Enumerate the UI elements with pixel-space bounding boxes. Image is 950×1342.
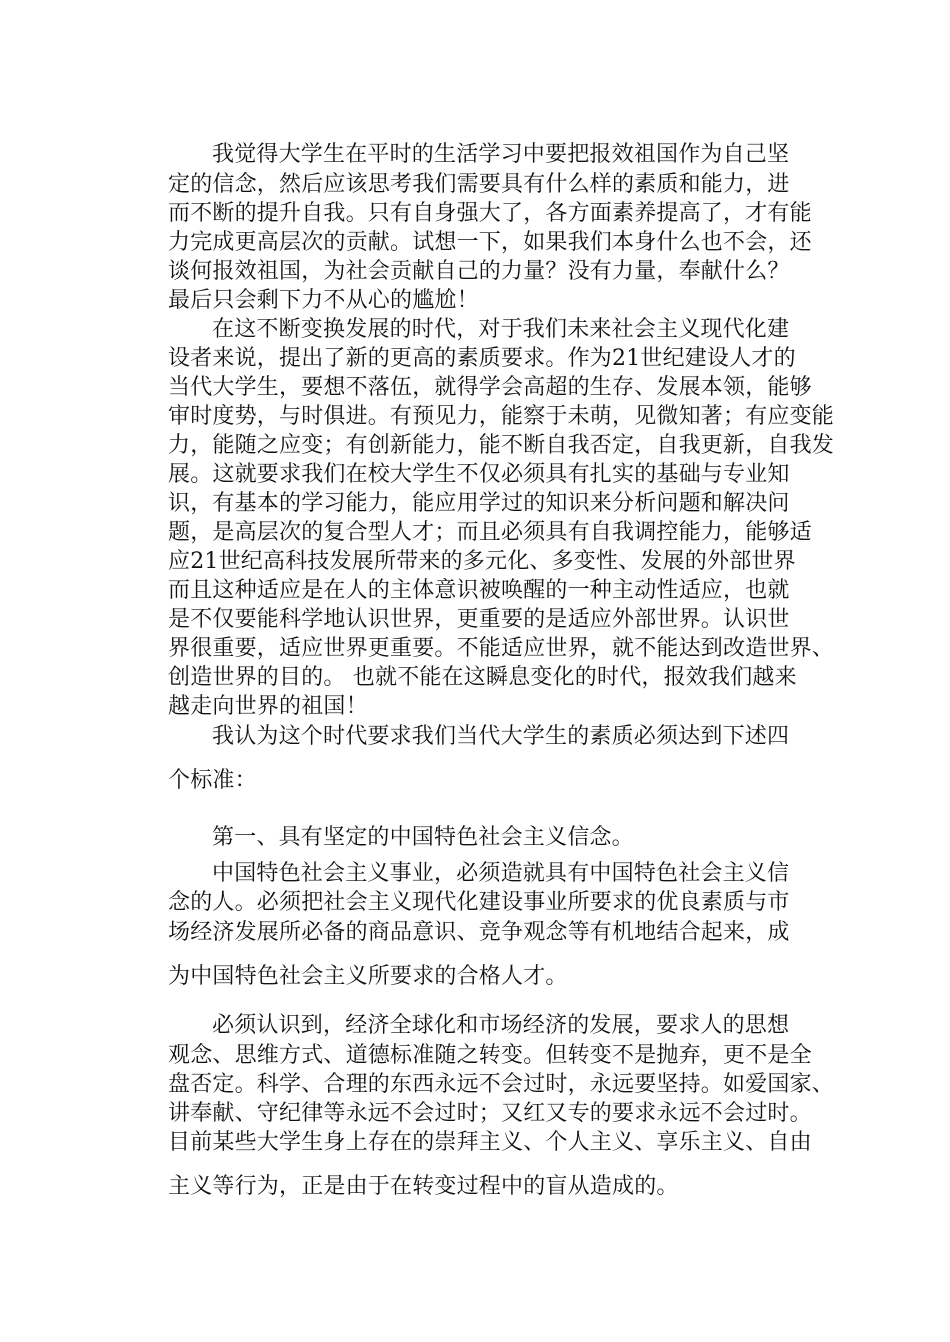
text-line: 主义等行为，正是由于在转变过程中的盲从造成的。 — [168, 1174, 679, 1199]
text-line: 设者来说，提出了新的更高的素质要求。作为21世纪建设人才的 — [168, 346, 796, 371]
text-line: 在这不断变换发展的时代，对于我们未来社会主义现代化建 — [212, 317, 790, 342]
text-line: 界很重要，适应世界更重要。不能适应世界，就不能达到改造世界、 — [168, 636, 835, 661]
text-line: 个标准： — [168, 768, 257, 793]
text-line: 目前某些大学生身上存在的崇拜主义、个人主义、享乐主义、自由 — [168, 1130, 812, 1155]
text-line: 盘否定。科学、合理的东西永远不会过时，永远要坚持。如爱国家、 — [168, 1072, 835, 1097]
text-line: 最后只会剩下力不从心的尴尬！ — [168, 288, 479, 313]
text-line: 应21世纪高科技发展所带来的多元化、多变性、发展的外部世界 — [168, 549, 796, 574]
text-line: 是不仅要能科学地认识世界，更重要的是适应外部世界。认识世 — [168, 607, 790, 632]
text-line: 念的人。必须把社会主义现代化建设事业所要求的优良素质与市 — [168, 890, 790, 915]
text-line: 力完成更高层次的贡献。试想一下，如果我们本身什么也不会，还 — [168, 230, 812, 255]
text-line: 题，是高层次的复合型人才；而且必须具有自我调控能力，能够适 — [168, 520, 812, 545]
text-line: 展。这就要求我们在校大学生不仅必须具有扎实的基础与专业知 — [168, 462, 790, 487]
text-line: 我觉得大学生在平时的生活学习中要把报效祖国作为自己坚 — [212, 142, 790, 167]
text-line: 而不断的提升自我。只有自身强大了，各方面素养提高了，才有能 — [168, 201, 812, 226]
text-line: 创造世界的目的。 也就不能在这瞬息变化的时代，报效我们越来 — [168, 665, 797, 690]
text-line: 我认为这个时代要求我们当代大学生的素质必须达到下述四 — [212, 724, 790, 749]
text-line: 必须认识到，经济全球化和市场经济的发展，要求人的思想 — [212, 1013, 790, 1038]
text-line: 力，能随之应变；有创新能力，能不断自我否定，自我更新，自我发 — [168, 433, 835, 458]
text-line: 识，有基本的学习能力，能应用学过的知识来分析问题和解决问 — [168, 491, 790, 516]
text-line: 为中国特色社会主义所要求的合格人才。 — [168, 964, 568, 989]
text-line: 定的信念，然后应该思考我们需要具有什么样的素质和能力，进 — [168, 172, 790, 197]
text-line: 场经济发展所必备的商品意识、竞争观念等有机地结合起来，成 — [168, 920, 790, 945]
text-line: 而且这种适应是在人的主体意识被唤醒的一种主动性适应，也就 — [168, 578, 790, 603]
text-line: 观念、思维方式、道德标准随之转变。但转变不是抛弃，更不是全 — [168, 1043, 812, 1068]
text-line: 谈何报效祖国，为社会贡献自己的力量？没有力量，奉献什么？ — [168, 259, 790, 284]
text-line: 越走向世界的祖国！ — [168, 694, 368, 719]
text-line: 中国特色社会主义事业，必须造就具有中国特色社会主义信 — [212, 861, 790, 886]
text-line: 审时度势，与时俱进。有预见力，能察于未萌，见微知著；有应变能 — [168, 404, 835, 429]
text-line: 当代大学生，要想不落伍，就得学会高超的生存、发展本领，能够 — [168, 375, 812, 400]
section-heading: 第一、具有坚定的中国特色社会主义信念。 — [212, 825, 634, 850]
text-line: 讲奉献、守纪律等永远不会过时；又红又专的要求永远不会过时。 — [168, 1101, 812, 1126]
